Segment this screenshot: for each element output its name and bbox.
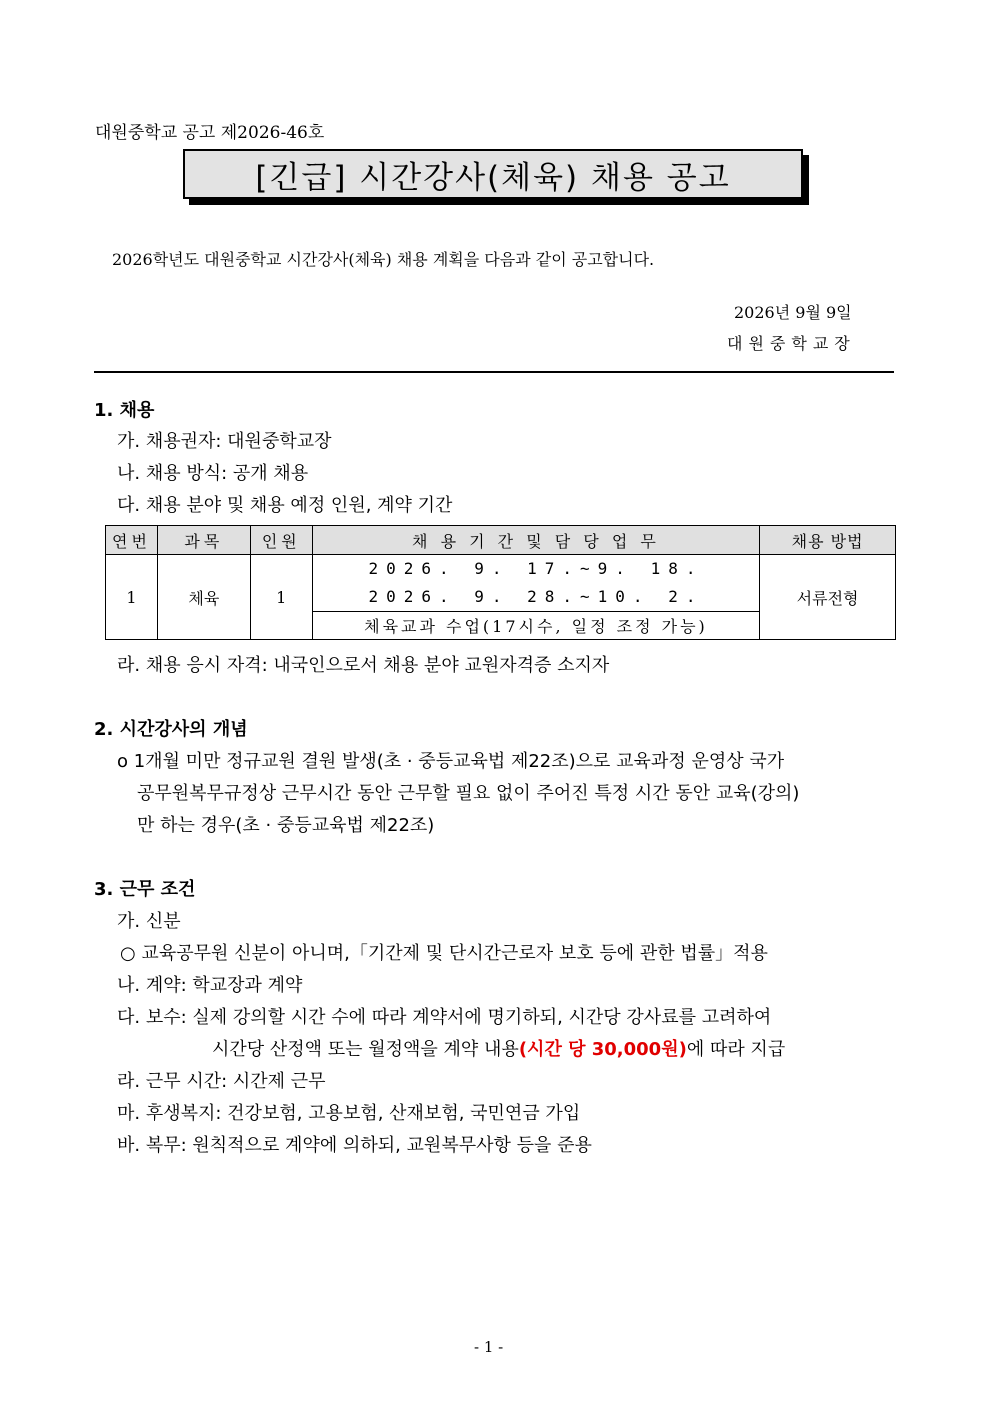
pay-text-post: 에 따라 지급 (686, 1039, 786, 1060)
page-number: - 1 - (474, 1338, 504, 1356)
table-header-row (106, 526, 896, 555)
cell-period (312, 555, 759, 612)
cell-duty: 체육교과 수업(17시수, 일정 조정 가능) (312, 612, 759, 640)
section3-item-c-line2 (212, 1035, 785, 1061)
cell-count: 1 (250, 555, 312, 640)
section1-item-c: 다. 채용 분야 및 채용 예정 인원, 계약 기간 (117, 495, 453, 516)
intro-text: 2026학년도 대원중학교 시간강사(체육) 채용 계획을 다음과 같이 공고합니다. (112, 250, 655, 269)
period-1: 2026. 9. 17.~9. 18. (368, 559, 704, 578)
section3-item-b: 나. 계약: 학교장과 계약 (117, 975, 303, 996)
principal-name: 대원중학교장 (727, 334, 856, 353)
section3-heading: 3. 근무 조건 (94, 879, 196, 900)
header-method: 채용 방법 (760, 526, 896, 555)
hiring-table (105, 525, 896, 640)
section3-item-e: 마. 후생복지: 건강보험, 고용보험, 산재보험, 국민연금 가입 (117, 1103, 581, 1124)
section3-item-f: 바. 복무: 원칙적으로 계약에 의하되, 교원복무사항 등을 준용 (117, 1135, 592, 1156)
notice-date: 2026년 9월 9일 (734, 303, 852, 322)
divider (94, 371, 894, 373)
document-title: [긴급] 시간강사(체육) 채용 공고 (255, 159, 731, 196)
notice-number: 대원중학교 공고 제2026-46호 (95, 123, 325, 143)
header-period-duty: 채 용 기 간 및 담 당 업 무 (312, 526, 759, 555)
header-no: 연번 (106, 526, 158, 555)
section3-item-c-line1: 다. 보수: 실제 강의할 시간 수에 따라 계약서에 명기하되, 시간당 강사료를 고려하여 (117, 1007, 772, 1028)
cell-method: 서류전형 (760, 555, 896, 640)
section2-line1: o 1개월 미만 정규교원 결원 발생(초 · 중등교육법 제22조)으로 교육과정 운영상 국가 (117, 751, 785, 772)
cell-subject: 체육 (157, 555, 250, 640)
section3-item-a-detail: ○ 교육공무원 신분이 아니며,「기간제 및 단시간근로자 보호 등에 관한 법률」적용 (120, 943, 768, 964)
section3-item-a: 가. 신분 (117, 911, 181, 932)
table-row (106, 555, 896, 612)
section3-item-d: 라. 근무 시간: 시간제 근무 (117, 1071, 326, 1092)
cell-no: 1 (106, 555, 158, 640)
period-2: 2026. 9. 28.~10. 2. (368, 587, 704, 606)
section1-item-d: 라. 채용 응시 자격: 내국인으로서 채용 분야 교원자격증 소지자 (117, 655, 610, 676)
section2-line3: 만 하는 경우(초 · 중등교육법 제22조) (137, 815, 435, 836)
pay-rate-highlight: (시간 당 30,000원) (518, 1039, 687, 1060)
pay-text-pre: 시간당 산정액 또는 월정액을 계약 내용 (212, 1039, 519, 1060)
title-box (183, 149, 803, 199)
section1-item-a: 가. 채용권자: 대원중학교장 (117, 431, 332, 452)
section2-line2: 공무원복무규정상 근무시간 동안 근무할 필요 없이 주어진 특정 시간 동안 교육(강의) (137, 783, 800, 804)
header-count: 인원 (250, 526, 312, 555)
section1-item-b: 나. 채용 방식: 공개 채용 (117, 463, 309, 484)
header-subject: 과목 (157, 526, 250, 555)
section2-heading: 2. 시간강사의 개념 (94, 719, 248, 740)
section1-heading: 1. 채용 (94, 400, 155, 421)
